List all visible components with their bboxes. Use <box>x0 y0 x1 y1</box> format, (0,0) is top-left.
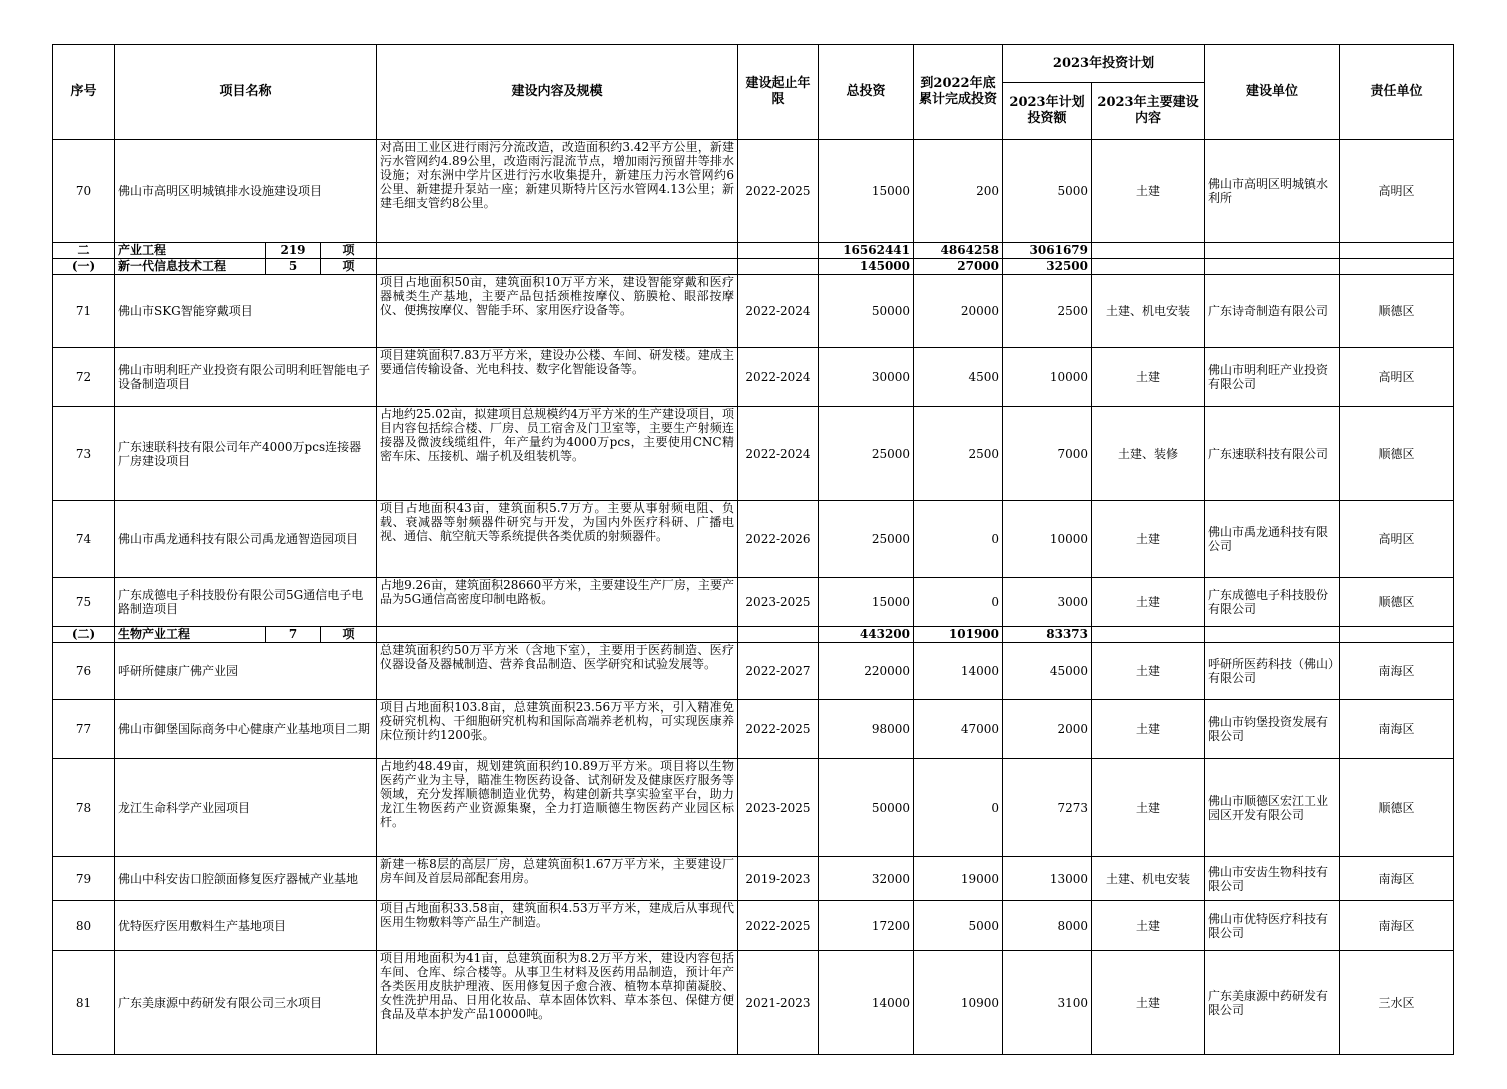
row-builder: 佛山市安齿生物科技有限公司 <box>1205 857 1340 901</box>
header-seq: 序号 <box>53 45 115 140</box>
row-content: 项目占地面积103.8亩，总建筑面积23.56万平方米，引入精准免疫研究机构、干细胞研究机构和国际高端养老机构，可实现医康养床位预计约1200张。 <box>377 700 738 759</box>
row-seq: 73 <box>53 407 115 501</box>
row-builder: 佛山市顺德区宏江工业园区开发有限公司 <box>1205 759 1340 857</box>
row-resp: 南海区 <box>1340 901 1454 951</box>
row-period: 2022-2024 <box>738 275 819 348</box>
table-row <box>53 275 1454 348</box>
row-plan-content: 土建 <box>1092 643 1205 700</box>
row-total: 220000 <box>819 643 914 700</box>
row-plan-content: 土建、机电安装 <box>1092 275 1205 348</box>
row-resp: 南海区 <box>1340 857 1454 901</box>
header-resp: 责任单位 <box>1340 45 1454 140</box>
row-plan-content: 土建 <box>1092 700 1205 759</box>
row-builder: 佛山市钧堡投资发展有限公司 <box>1205 700 1340 759</box>
row-period: 2022-2025 <box>738 901 819 951</box>
row-seq: 79 <box>53 857 115 901</box>
row-plan-content: 土建、装修 <box>1092 407 1205 501</box>
row-total: 30000 <box>819 348 914 407</box>
row-plan: 13000 <box>1003 857 1092 901</box>
subsection-plan: 83373 <box>1003 627 1092 643</box>
subsection-title: 新一代信息技术工程 <box>115 259 266 275</box>
subsection-total: 443200 <box>819 627 914 643</box>
row-plan: 10000 <box>1003 501 1092 578</box>
row-builder: 广东美康源中药研发有限公司 <box>1205 951 1340 1055</box>
subsection-total: 145000 <box>819 259 914 275</box>
row-total: 32000 <box>819 857 914 901</box>
section-total: 16562441 <box>819 243 914 259</box>
row-cum: 5000 <box>914 901 1003 951</box>
row-seq: 77 <box>53 700 115 759</box>
table-row <box>53 140 1454 243</box>
row-plan-content: 土建 <box>1092 759 1205 857</box>
table-row <box>53 951 1454 1055</box>
row-seq: 70 <box>53 140 115 243</box>
row-name: 广东成德电子科技股份有限公司5G通信电子电路制造项目 <box>115 578 377 627</box>
subsection-num: (二) <box>53 627 115 643</box>
row-total: 50000 <box>819 275 914 348</box>
row-period: 2023-2025 <box>738 578 819 627</box>
row-resp: 南海区 <box>1340 643 1454 700</box>
row-cum: 20000 <box>914 275 1003 348</box>
row-name: 广东美康源中药研发有限公司三水项目 <box>115 951 377 1055</box>
row-name: 佛山中科安齿口腔颌面修复医疗器械产业基地 <box>115 857 377 901</box>
row-cum: 0 <box>914 501 1003 578</box>
row-content: 占地约48.49亩，规划建筑面积约10.89万平方米。项目将以生物医药产业为主导，瞄准生物医药设备、试剂研发及健康医疗服务等领域，充分发挥顺德制造业优势，构建创新共享实验室平台，助力龙江生物医药产业资源集聚，全力打造顺德生物医药产业园区标杆。 <box>377 759 738 857</box>
row-builder: 佛山市明利旺产业投资有限公司 <box>1205 348 1340 407</box>
row-total: 15000 <box>819 578 914 627</box>
row-plan-content: 土建 <box>1092 951 1205 1055</box>
subsection-row <box>53 259 1454 275</box>
row-cum: 47000 <box>914 700 1003 759</box>
subsection-num: (一) <box>53 259 115 275</box>
subsection-plan: 32500 <box>1003 259 1092 275</box>
section-cum: 4864258 <box>914 243 1003 259</box>
row-builder: 佛山市高明区明城镇水利所 <box>1205 140 1340 243</box>
row-name: 佛山市高明区明城镇排水设施建设项目 <box>115 140 377 243</box>
subsection-title: 生物产业工程 <box>115 627 266 643</box>
row-cum: 2500 <box>914 407 1003 501</box>
row-plan: 3100 <box>1003 951 1092 1055</box>
header-total: 总投资 <box>819 45 914 140</box>
row-total: 25000 <box>819 501 914 578</box>
row-name: 广东速联科技有限公司年产4000万pcs连接器厂房建设项目 <box>115 407 377 501</box>
row-seq: 75 <box>53 578 115 627</box>
row-seq: 74 <box>53 501 115 578</box>
subsection-row <box>53 627 1454 643</box>
row-plan-content: 土建 <box>1092 140 1205 243</box>
row-period: 2022-2025 <box>738 700 819 759</box>
row-seq: 76 <box>53 643 115 700</box>
row-resp: 顺德区 <box>1340 578 1454 627</box>
row-name: 呼研所健康广佛产业园 <box>115 643 377 700</box>
row-plan: 7273 <box>1003 759 1092 857</box>
row-seq: 72 <box>53 348 115 407</box>
section-unit: 项 <box>321 243 377 259</box>
row-cum: 200 <box>914 140 1003 243</box>
row-plan: 2000 <box>1003 700 1092 759</box>
row-name: 佛山市SKG智能穿戴项目 <box>115 275 377 348</box>
row-name: 佛山市禹龙通科技有限公司禹龙通智造园项目 <box>115 501 377 578</box>
row-total: 17200 <box>819 901 914 951</box>
row-content: 项目用地面积为41亩，总建筑面积为8.2万平方米，建设内容包括车间、仓库、综合楼等。从事卫生材料及医药用品制造，预计年产各类医用皮肤护理液、医用修复因子愈合液、植物本草抑菌凝胶、女性洗护用品、日用化妆品、草本固体饮料、草本茶包、保健方便食品及草本护发产品10000吨。 <box>377 951 738 1055</box>
header-name: 项目名称 <box>115 45 377 140</box>
section-num: 二 <box>53 243 115 259</box>
row-resp: 高明区 <box>1340 140 1454 243</box>
row-total: 15000 <box>819 140 914 243</box>
row-resp: 顺德区 <box>1340 759 1454 857</box>
row-name: 优特医疗医用敷料生产基地项目 <box>115 901 377 951</box>
row-cum: 4500 <box>914 348 1003 407</box>
row-total: 14000 <box>819 951 914 1055</box>
row-plan-content: 土建 <box>1092 578 1205 627</box>
row-cum: 14000 <box>914 643 1003 700</box>
row-plan: 2500 <box>1003 275 1092 348</box>
row-content: 新建一栋8层的高层厂房，总建筑面积1.67万平方米，主要建设厂房车间及首层局部配套用房。 <box>377 857 738 901</box>
row-name: 龙江生命科学产业园项目 <box>115 759 377 857</box>
row-plan-content: 土建、机电安装 <box>1092 857 1205 901</box>
header-plan2023: 2023年投资计划 <box>1003 45 1205 83</box>
section-title: 产业工程 <box>115 243 266 259</box>
row-content: 项目占地面积43亩，建筑面积5.7万方。主要从事射频电阻、负载、衰减器等射频器件研究与开发，为国内外医疗科研、广播电视、通信、航空航天等系统提供各类优质的射频器件。 <box>377 501 738 578</box>
row-cum: 0 <box>914 759 1003 857</box>
row-period: 2021-2023 <box>738 951 819 1055</box>
row-cum: 19000 <box>914 857 1003 901</box>
row-name: 佛山市明利旺产业投资有限公司明利旺智能电子设备制造项目 <box>115 348 377 407</box>
header-content: 建设内容及规模 <box>377 45 738 140</box>
row-content: 项目建筑面积7.83万平方米，建设办公楼、车间、研发楼。建成主要通信传输设备、光电科技、数字化智能设备等。 <box>377 348 738 407</box>
row-builder: 佛山市禹龙通科技有限公司 <box>1205 501 1340 578</box>
row-builder: 广东成德电子科技股份有限公司 <box>1205 578 1340 627</box>
subsection-cum: 101900 <box>914 627 1003 643</box>
row-period: 2023-2025 <box>738 759 819 857</box>
row-cum: 10900 <box>914 951 1003 1055</box>
row-resp: 顺德区 <box>1340 275 1454 348</box>
row-plan: 8000 <box>1003 901 1092 951</box>
header-builder: 建设单位 <box>1205 45 1340 140</box>
table-row <box>53 643 1454 700</box>
row-content: 项目占地面积33.58亩，建筑面积4.53万平方米，建成后从事现代医用生物敷料等产品生产制造。 <box>377 901 738 951</box>
row-plan: 7000 <box>1003 407 1092 501</box>
row-seq: 80 <box>53 901 115 951</box>
row-builder: 广东速联科技有限公司 <box>1205 407 1340 501</box>
subsection-unit: 项 <box>321 259 377 275</box>
row-plan-content: 土建 <box>1092 501 1205 578</box>
row-plan-content: 土建 <box>1092 901 1205 951</box>
row-name: 佛山市御堡国际商务中心健康产业基地项目二期 <box>115 700 377 759</box>
row-content: 占地约25.02亩，拟建项目总规模约4万平方米的生产建设项目，项目内容包括综合楼、厂房、员工宿舍及门卫室等，主要生产射频连接器及微波线缆组件，年产量约为4000万pcs，主要使用CNC精密车床、压接机、端子机及组装机等。 <box>377 407 738 501</box>
row-seq: 71 <box>53 275 115 348</box>
subsection-cum: 27000 <box>914 259 1003 275</box>
table-row <box>53 901 1454 951</box>
row-plan: 10000 <box>1003 348 1092 407</box>
row-period: 2022-2024 <box>738 348 819 407</box>
row-resp: 三水区 <box>1340 951 1454 1055</box>
section-row <box>53 243 1454 259</box>
investment-plan-table <box>52 44 1454 1055</box>
table-row <box>53 407 1454 501</box>
row-plan: 3000 <box>1003 578 1092 627</box>
row-period: 2022-2025 <box>738 140 819 243</box>
subsection-count: 5 <box>266 259 321 275</box>
row-cum: 0 <box>914 578 1003 627</box>
header-plan-amount: 2023年计划投资额 <box>1003 83 1092 140</box>
header-period: 建设起止年限 <box>738 45 819 140</box>
section-plan: 3061679 <box>1003 243 1092 259</box>
row-total: 98000 <box>819 700 914 759</box>
row-plan: 5000 <box>1003 140 1092 243</box>
row-content: 总建筑面积约50万平方米（含地下室），主要用于医药制造、医疗仪器设备及器械制造、营养食品制造、医学研究和试验发展等。 <box>377 643 738 700</box>
row-seq: 81 <box>53 951 115 1055</box>
header-cum2022: 到2022年底累计完成投资 <box>914 45 1003 140</box>
row-builder: 呼研所医药科技（佛山）有限公司 <box>1205 643 1340 700</box>
row-resp: 南海区 <box>1340 700 1454 759</box>
row-period: 2022-2027 <box>738 643 819 700</box>
subsection-unit: 项 <box>321 627 377 643</box>
subsection-count: 7 <box>266 627 321 643</box>
section-count: 219 <box>266 243 321 259</box>
row-period: 2022-2024 <box>738 407 819 501</box>
row-plan: 45000 <box>1003 643 1092 700</box>
row-content: 对高田工业区进行雨污分流改造，改造面积约3.42平方公里，新建污水管网约4.89公里，改造雨污混流节点，增加雨污预留井等排水设施；对东洲中学片区进行污水收集提升，新建压力污水管网约6公里、新建提升泵站一座；新建贝斯特片区污水管网4.13公里；新建毛细支管约8公里。 <box>377 140 738 243</box>
row-period: 2022-2026 <box>738 501 819 578</box>
row-plan-content: 土建 <box>1092 348 1205 407</box>
table-row <box>53 348 1454 407</box>
table-row <box>53 700 1454 759</box>
table-row <box>53 759 1454 857</box>
row-content: 项目占地面积50亩，建筑面积10万平方米，建设智能穿戴和医疗器械类生产基地，主要产品包括颈椎按摩仪、筋膜枪、眼部按摩仪、便携按摩仪、智能手环、家用医疗设备等。 <box>377 275 738 348</box>
row-total: 50000 <box>819 759 914 857</box>
row-period: 2019-2023 <box>738 857 819 901</box>
table-row <box>53 578 1454 627</box>
row-resp: 高明区 <box>1340 501 1454 578</box>
table-row <box>53 857 1454 901</box>
row-resp: 高明区 <box>1340 348 1454 407</box>
table-row <box>53 501 1454 578</box>
header-plan-content: 2023年主要建设内容 <box>1092 83 1205 140</box>
row-builder: 佛山市优特医疗科技有限公司 <box>1205 901 1340 951</box>
row-resp: 顺德区 <box>1340 407 1454 501</box>
row-seq: 78 <box>53 759 115 857</box>
row-total: 25000 <box>819 407 914 501</box>
row-content: 占地9.26亩，建筑面积28660平方米，主要建设生产厂房，主要产品为5G通信高密度印制电路板。 <box>377 578 738 627</box>
row-builder: 广东诗奇制造有限公司 <box>1205 275 1340 348</box>
